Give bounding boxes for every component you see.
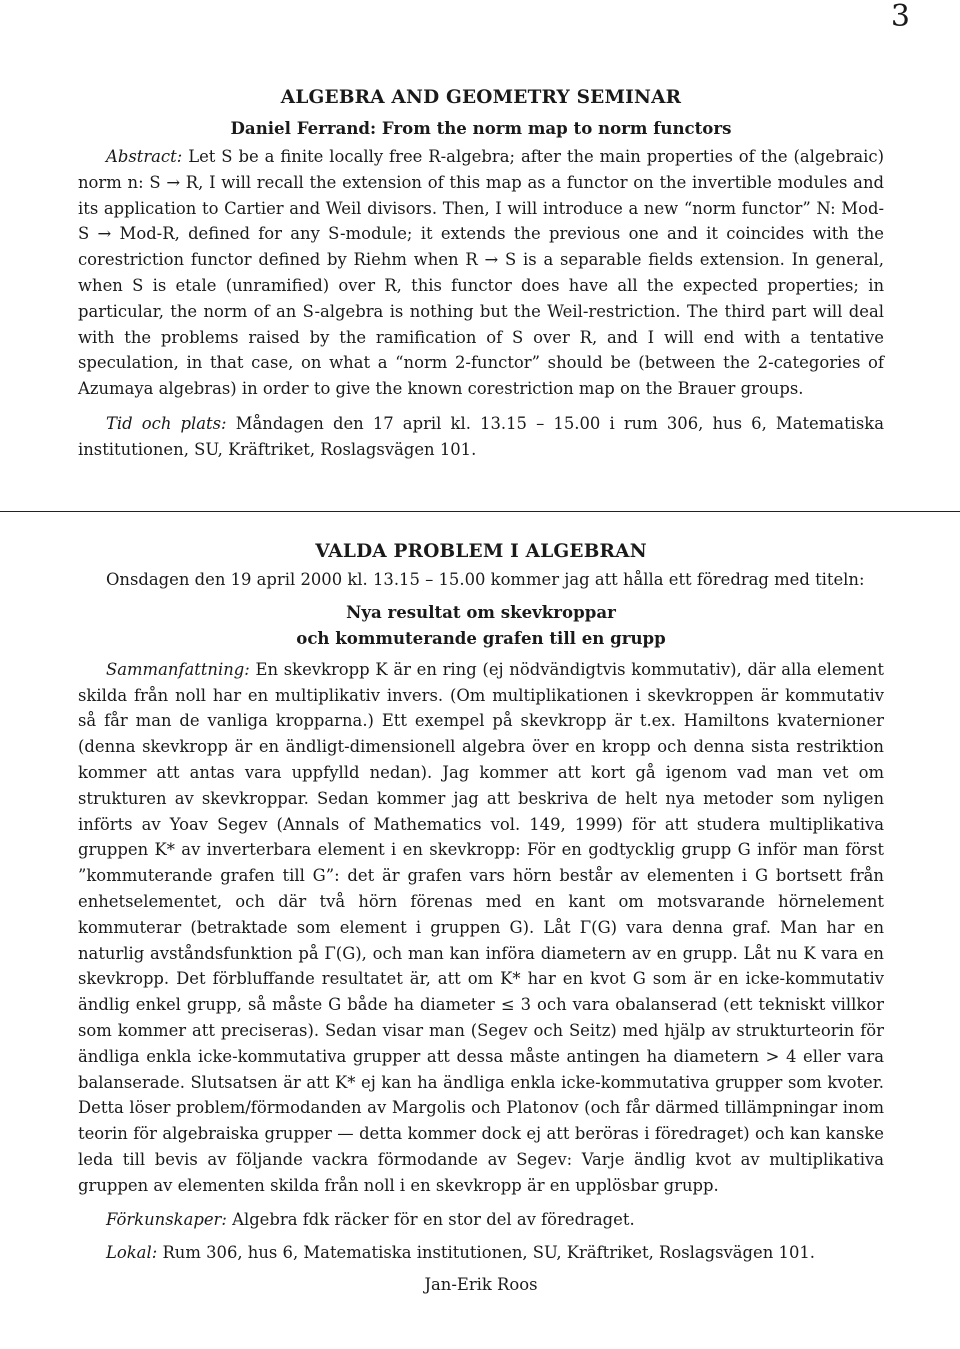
location-paragraph <box>78 1240 884 1266</box>
seminar-heading-2: VALDA PROBLEM I ALGEBRAN <box>315 541 647 562</box>
speaker-name: Jan-Erik Roos <box>424 1275 538 1295</box>
section-divider <box>0 511 960 512</box>
seminar-heading: ALGEBRA AND GEOMETRY SEMINAR <box>280 87 682 108</box>
summary-paragraph <box>78 657 884 1199</box>
page-number: 3 <box>890 0 910 34</box>
abstract-label: Abstract: <box>106 147 183 166</box>
location-text: Rum 306, hus 6, Matematiska institutionen, SU, Kräftriket, Roslagsvägen 101. <box>162 1243 816 1263</box>
intro-paragraph: Onsdagen den 19 april 2000 kl. 13.15 – 15.00 kommer jag att hålla ett föredrag med titeln: <box>106 570 865 589</box>
time-place-text: Måndagen den 17 april kl. 13.15 – 15.00 i rum 306, hus 6, Matematiska institutionen, SU, Kräftriket, Roslagsvägen 101. <box>78 413 885 459</box>
talk-title-line2: och kommuterande grafen till en grupp <box>296 627 666 648</box>
talk-title-line1: Nya resultat om skevkroppar <box>346 601 616 622</box>
prereq-text: Algebra fdk räcker för en stor del av föredraget. <box>232 1209 635 1229</box>
talk-title: Daniel Ferrand: From the norm map to norm functors <box>230 118 732 138</box>
location-label: Lokal: <box>106 1243 158 1263</box>
prereq-label: Förkunskaper: <box>106 1209 227 1229</box>
time-place-label: Tid och plats: <box>106 413 227 433</box>
abstract-paragraph <box>78 144 884 402</box>
abstract-text: Let S be a finite locally free R-algebra; after the main properties of the (algebraic) norm n: S → R, I will recall the extension of this map as a functor on the invertible modules and its application to Cartier and Weil divisors. Then, I will introduce a new “norm functor” N: Mod-S → Mod-R, defined for any S-module; it extends the previous one and it coincides with the corestriction functor defined by Riehm when R → S is a separable fields extension. In general, when S is etale (unramified) over R, this functor does have all the expected properties; in particular, the norm of an S-algebra is nothing but the Weil-restriction. The third part will deal with the problems raised by the ramification of S over R, and I will end with a tentative speculation, in that case, on what a “norm 2-functor” should be (between the 2-categories of Azumaya algebras) in order to give the known corestriction map on the Brauer groups. <box>78 147 884 399</box>
time-place-paragraph <box>78 411 884 463</box>
summary-text: En skevkropp K är en ring (ej nödvändigtvis kommutativ), där alla element skilda från noll har en multiplikativ invers. (Om multiplikationen i skevkroppen är kommutativ så får man de vanliga kropparna.) Ett exempel på skevkropp är t.ex. Hamiltons kvaternioner (denna skevkropp är en ändligt-dimensionell algebra över en kropp och denna sista restriktion kommer att antas vara uppfylld nedan). Jag kommer att kort gå igenom vad man vet om strukturen av skevkroppar. Sedan kommer jag att beskriva de helt nya metoder som nyligen införts av Yoav Segev (Annals of Mathematics vol. 149, 1999) för att studera multiplikativa gruppen K* av inverterbara element i en skevkropp: För en godtycklig grupp G inför man först ”kommuterande grafen till G”: det är grafen vars hörn består av elementen i G bortsett från enhetselementet, och där två hörn förenas med en kant om motsvarande hörnelement kommuterar (betraktade som element i gruppen G). Låt Γ(G) vara denna graf. Man har en naturlig avståndsfunktion på Γ(G), och man kan införa diametern av en grupp. Låt nu K vara en skevkropp. Det förbluffande resultatet är, att om K* har en kvot G som är en icke-kommutativ ändlig enkel grupp, så måste G både ha diameter ≤ 3 och vara obalanserad (ett tekniskt villkor som kommer att preciseras). Sedan visar man (Segev och Seitz) med hjälp av strukturteorin för ändliga enkla icke-kommutativa grupper att dessa måste antingen ha diametern > 4 eller vara balanserade. Slutsatsen är att K* ej kan ha ändliga enkla icke-kommutativa grupper som kvoter. Detta löser problem/förmodanden av Margolis och Platonov (och får därmed tillämpningar inom teorin för algebraiska grupper — detta kommer dock ej att beröras i föredraget) och kan kanske leda till bevis av följande vackra förmodande av Segev: Varje ändlig kvot av multiplikativa gruppen av elementen skilda från noll i en skevkropp är en upplösbar grupp. <box>78 659 885 1195</box>
summary-label: Sammanfattning: <box>106 659 250 679</box>
prereq-paragraph <box>78 1207 884 1233</box>
seminar-algebra-geometry <box>78 84 884 463</box>
seminar-valda-problem <box>78 538 884 1298</box>
